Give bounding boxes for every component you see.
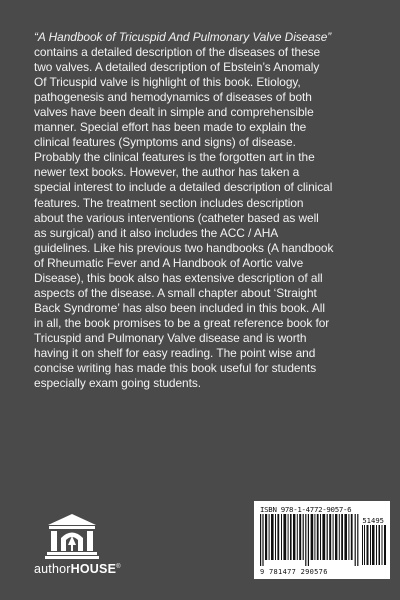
barcode-digits: 9 781477 290576 [260,568,328,576]
book-description-text: contains a detailed description of the diseases of these two valves. A detailed description of Ebstein’s Anomaly Of Tricuspid valve is highlight of this book. Etiology, pathogenesis and hemodynamics of diseases of both valves have been dealt in simple and comprehensible manner. Special effort has been made to explain the clinical features (Symptoms and signs) of disease. Probably the clinical features is the forgotten art in the newer text books. However, the author has taken a special interest to include a detailed description of clinical features. The treatment section includes description about the various interventions (catheter based as well as surgical) and it also includes the ACC / AHA guidelines. Like his previous two handbooks (A handbook of Rheumatic Fever and A Handbook of Aortic valve Disease), this book also has extensive description of all aspects of the disease. A small chapter about ‘Straight Back Syndrome’ has also been included in this book. All in all, the book promises to be a great reference book for Tricuspid and Pulmonary Valve disease and is worth having it on shelf for easy reading. The point wise and concise writing has made this book useful for students especially exam going students. [34,45,334,391]
price-code: 51495 [362,516,384,525]
registered-mark: ® [116,564,121,570]
price-barcode [362,525,386,565]
book-description [34,30,334,391]
ean-barcode [260,514,360,566]
isbn-text: ISBN 978-1-4772-9057-6 [260,505,352,514]
publisher-name-prefix: author [34,562,71,576]
authorhouse-logo-icon [42,512,102,562]
isbn-barcode-box [254,501,390,579]
publisher-name [34,562,121,576]
book-title-reference: “A Handbook of Tricuspid And Pulmonary Valve Disease” [34,30,332,44]
publisher-name-caps: HOUSE [70,562,117,576]
